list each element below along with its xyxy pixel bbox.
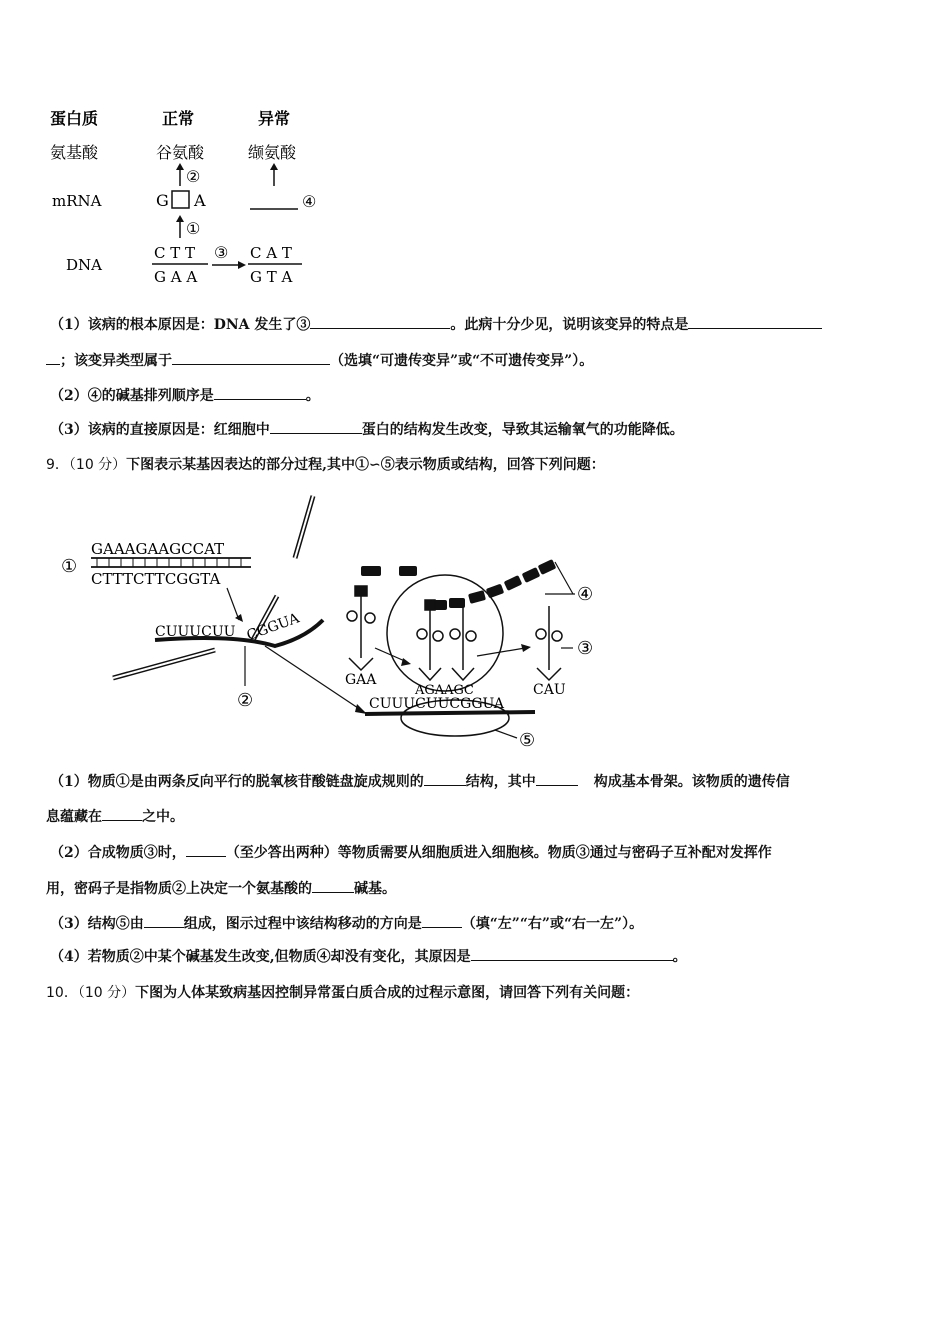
mrna-left-tail: CGGUA <box>244 610 302 645</box>
header-normal: 正常 <box>162 109 195 128</box>
q9-l5c: （填“左”“右”或“右一左”）。 <box>461 916 644 932</box>
q8-l2b: （选填“可遗传变异”或“不可遗传变异”）。 <box>330 353 594 369</box>
trna-inside-1 <box>417 600 443 680</box>
gene-expression-diagram <box>55 488 615 758</box>
q8-l1a: （1）该病的根本原因是：DNA 发生了③ <box>50 317 311 333</box>
q9-line-2 <box>46 806 184 826</box>
answer-blank[interactable] <box>422 913 462 928</box>
answer-blank[interactable] <box>144 913 184 928</box>
mrna-blank-box <box>172 191 189 208</box>
dna-bottom-strand: CTTTCTTCGGTA <box>91 570 221 588</box>
q9-l2b: 之中。 <box>142 809 184 825</box>
q9-stem: 下图表示某基因表达的部分过程,其中①∽⑤表示物质或结构，回答下列问题： <box>126 457 605 473</box>
ribosome-large-subunit <box>387 575 503 691</box>
answer-blank[interactable] <box>172 350 330 365</box>
trna-right <box>536 606 562 680</box>
answer-blank[interactable] <box>688 314 822 329</box>
header-abnormal: 异常 <box>258 109 291 128</box>
q9-line-1 <box>50 771 790 791</box>
q8-l1b: 。此病十分少见，说明该变异的特点是 <box>450 317 689 333</box>
q9-line-4 <box>46 878 396 898</box>
q9-line-3 <box>50 842 772 862</box>
q8-l2a: ；该变异类型属于 <box>60 353 172 369</box>
fig2-mark-4: ④ <box>577 584 594 605</box>
fig2-mark-5: ⑤ <box>519 730 536 751</box>
anticodon-right: CAU <box>533 682 566 698</box>
q9-line-5 <box>50 913 643 933</box>
answer-blank[interactable] <box>536 771 578 786</box>
q8-l3a: （2）④的碱基排列顺序是 <box>50 388 214 404</box>
row-dna: DNA <box>66 256 102 274</box>
answer-blank[interactable] <box>471 946 673 961</box>
q10-number: 10．（10 分） <box>46 985 136 1001</box>
q9-l3b: （至少答出两种）等物质需要从细胞质进入细胞核。物质③通过与密码子互补配对发挥作 <box>225 845 772 861</box>
answer-blank[interactable] <box>46 350 60 365</box>
anticodon-left: GAA <box>345 672 377 688</box>
answer-blank[interactable] <box>312 878 354 893</box>
q9-l4b: 碱基。 <box>354 881 396 897</box>
mrna-right-seq: CUUUCUUCGGUA <box>369 696 504 712</box>
fig2-mark-3: ③ <box>577 638 594 659</box>
answer-blank[interactable] <box>186 842 226 857</box>
q9-l3a: （2）合成物质③时， <box>50 845 186 861</box>
answer-blank[interactable] <box>310 314 450 329</box>
header-protein: 蛋白质 <box>50 109 99 128</box>
abnormal-amino-acid: 缬氨酸 <box>248 143 297 162</box>
q8-l4a: （3）该病的直接原因是：红细胞中 <box>50 422 270 438</box>
q9-l4a: 用，密码子是指物质②上决定一个氨基酸的 <box>46 881 312 897</box>
dna-top-strand: GAAAGAAGCCAT <box>91 540 225 558</box>
dna-abnormal-top: C A T <box>250 244 292 262</box>
answer-blank[interactable] <box>102 806 142 821</box>
q8-line-4 <box>50 419 684 439</box>
q10-header <box>46 982 639 1002</box>
dna-normal-bottom: G A A <box>154 268 198 286</box>
q8-l4b: 蛋白的结构发生改变，导致其运输氧气的功能降低。 <box>361 422 684 438</box>
mark-1: ① <box>186 219 201 238</box>
answer-blank[interactable] <box>424 771 466 786</box>
answer-blank[interactable] <box>214 385 306 400</box>
q8-line-1 <box>50 314 822 334</box>
row-mrna: mRNA <box>52 192 102 210</box>
q8-line-3 <box>50 385 320 405</box>
fig2-mark-2: ② <box>237 690 254 711</box>
q9-l6b: 。 <box>672 949 687 965</box>
mark-3: ③ <box>214 243 229 262</box>
dna-abnormal-bottom: G T A <box>250 268 293 286</box>
q9-l6a: （4）若物质②中某个碱基发生改变,但物质④却没有变化，其原因是 <box>50 949 471 965</box>
q8-line-2 <box>46 350 593 370</box>
mrna-right-base: A <box>194 191 206 210</box>
dna-normal-top: C T T <box>154 244 196 262</box>
answer-blank[interactable] <box>270 419 362 434</box>
mark-2: ② <box>186 167 201 186</box>
trna-inside-2 <box>450 606 476 680</box>
normal-amino-acid: 谷氨酸 <box>156 143 205 162</box>
q9-number: 9．（10 分） <box>46 457 127 473</box>
q9-l1b: 结构，其中 <box>465 774 536 790</box>
row-amino-acid: 氨基酸 <box>50 143 99 162</box>
fig2-mark-1: ① <box>61 556 78 577</box>
q9-l5a: （3）结构⑤由 <box>50 916 144 932</box>
mutation-diagram <box>40 100 340 295</box>
mrna-left-seq: CUUUCUU <box>155 624 236 640</box>
trna-left <box>347 586 375 670</box>
anticodon-middle: AGAAGC <box>415 683 474 698</box>
q9-header <box>46 454 605 474</box>
q9-line-6 <box>50 946 687 966</box>
mark-4: ④ <box>302 192 317 211</box>
q9-l1c: 构成基本骨架。该物质的遗传信 <box>593 774 790 790</box>
q10-stem: 下图为人体某致病基因控制异常蛋白质合成的过程示意图，请回答下列有关问题： <box>135 985 640 1001</box>
q8-l3b: 。 <box>305 388 320 404</box>
q9-l1a: （1）物质①是由两条反向平行的脱氧核苷酸链盘旋成规则的 <box>50 774 424 790</box>
q9-l2a: 息蕴藏在 <box>46 809 102 825</box>
q9-l5b: 组成，图示过程中该结构移动的方向是 <box>183 916 422 932</box>
mrna-left-base: G <box>156 191 169 210</box>
